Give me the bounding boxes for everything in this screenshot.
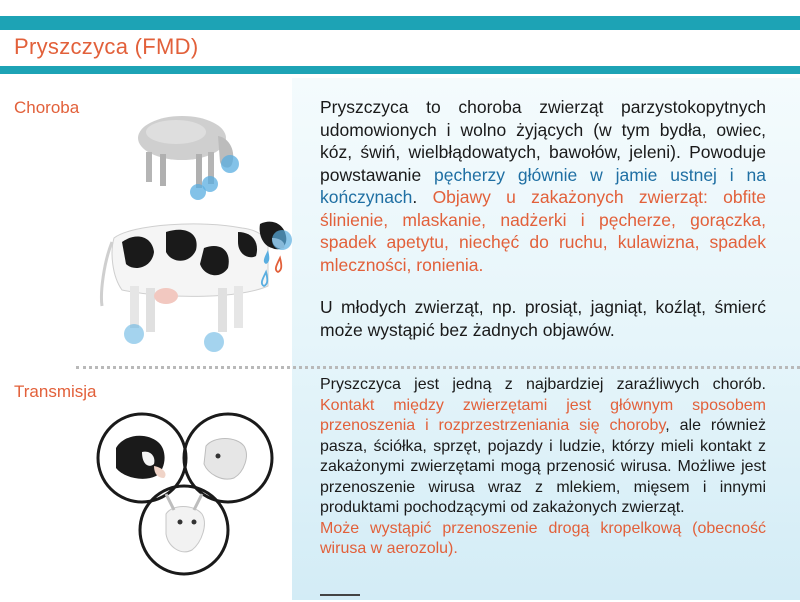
choroba-text-intro: Pryszczyca to choroba zwierząt parzystokopytnych udomowionych i wolno żyjących (w tym bydła, owiec, kóz, świń, wielbłądowatych, bawołów, jeleni). Powoduje powstawanie [320, 97, 766, 185]
section-label-choroba: Choroba [14, 98, 80, 117]
transmisja-text-intro: Pryszczyca jest jedną z najbardziej zaraźliwych chorób. [320, 376, 766, 393]
transmisja-paragraph-2: Może wystąpić przenoszenie drogą kropelkową (obecność wirusa w aerozolu). [320, 519, 766, 557]
section-divider [76, 366, 800, 369]
choroba-paragraph-1 [320, 96, 766, 276]
transmisja-text [320, 375, 766, 560]
transmisja-text-vectors: , ale również pasza, ściółka, sprzęt, pojazdy i ludzie, którzy mieli kontakt z zakażonymi zwierzętami mogą przenosić wirusa. Możliwe jest przenoszenie wirusa wraz z mlekiem, mięsem i innymi produktami pochodzącymi od zakażonych zwierząt. [320, 417, 767, 516]
choroba-text-lesions: pęcherzy głównie w jamie ustnej i na kończynach [320, 164, 766, 207]
choroba-text-symptoms: Objawy u zakażonych zwierząt: obfite ślinienie, mlaskanie, nadżerki i pęcherze, gorączka, spadek apetytu, niechęć do ruchu, kulawizna, spadek mleczności, ronienia. [320, 187, 766, 275]
choroba-text-separator: . [412, 187, 433, 207]
animal-circles-icon [94, 410, 280, 578]
choroba-text [320, 96, 766, 341]
page-title: Pryszczyca (FMD) [14, 34, 199, 59]
transmisja-text-contact: Kontakt między zwierzętami jest głównym sposobem przenoszenia i rozprzestrzeniania się choroby [320, 396, 766, 434]
title-rule [0, 66, 800, 74]
choroba-paragraph-2: U młodych zwierząt, np. prosiąt, jagniąt, koźląt, śmierć może wystąpić bez żadnych objawów. [320, 297, 766, 340]
transmisja-paragraph-1 [320, 375, 766, 519]
section-label-transmisja: Transmisja [14, 382, 97, 401]
cow-icon [92, 202, 292, 352]
top-accent-bar [0, 16, 800, 30]
cut-off-text-fragment [320, 594, 360, 602]
sheep-icon [126, 108, 258, 208]
